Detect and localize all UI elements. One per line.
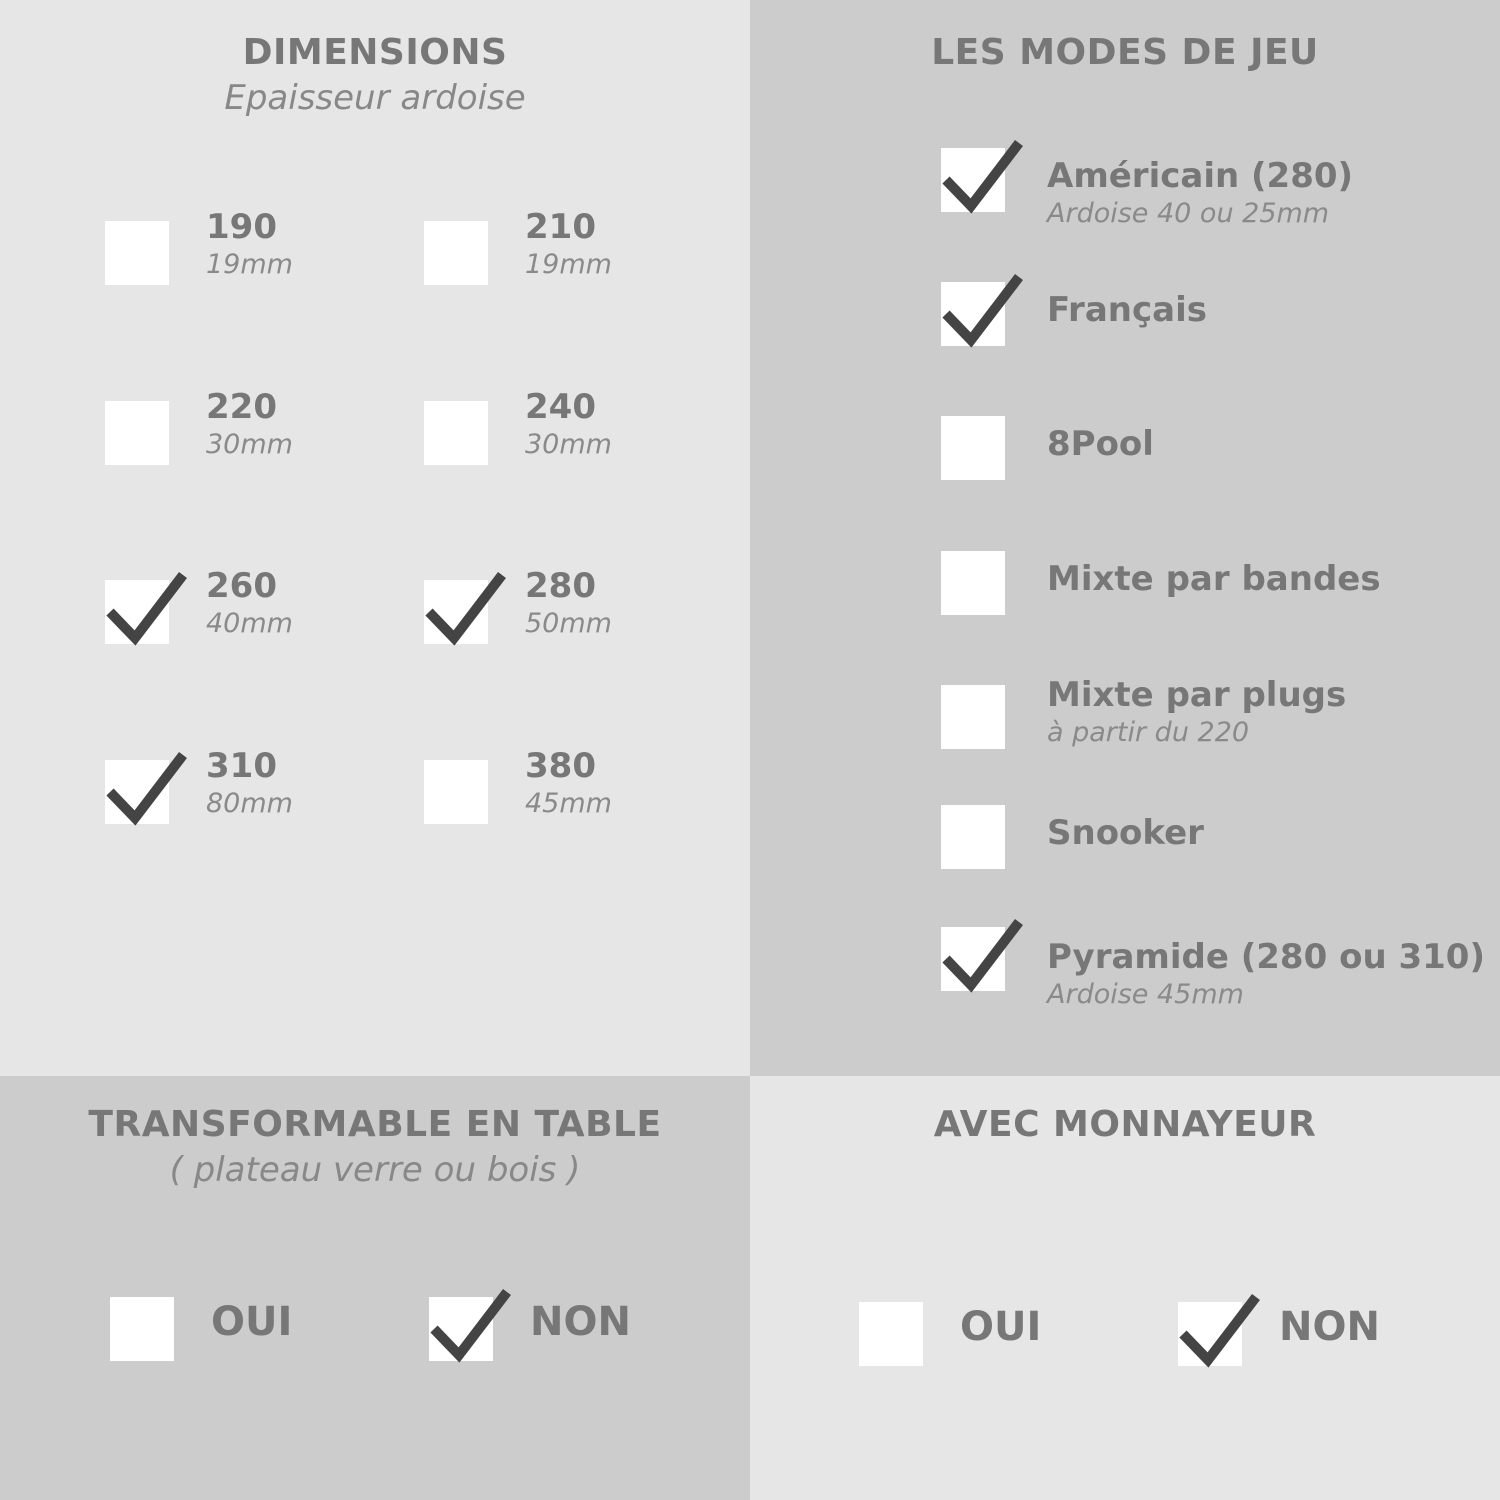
option-label: 280 [525, 566, 596, 606]
transformable-panel [0, 1076, 750, 1500]
option-sublabel: 19mm [525, 249, 612, 280]
checkmark-icon [105, 746, 189, 830]
checkbox[interactable] [105, 401, 169, 465]
option-sublabel: 80mm [206, 788, 293, 819]
modes-panel [750, 0, 1500, 1076]
option-label: 260 [206, 566, 277, 606]
option-label: Américain (280) [1047, 156, 1354, 196]
option-sublabel: 30mm [206, 429, 293, 460]
checkmark-icon [941, 134, 1025, 218]
option-label: Français [1047, 290, 1207, 330]
checkmark-icon [1178, 1288, 1262, 1372]
option-label: Mixte par bandes [1047, 559, 1381, 599]
option-sublabel: 19mm [206, 249, 293, 280]
option-sublabel: 45mm [525, 788, 612, 819]
option-sublabel: 50mm [525, 608, 612, 639]
dimensions-subtitle: Epaisseur ardoise [224, 78, 526, 118]
option-label: 380 [525, 746, 596, 786]
option-label: 8Pool [1047, 424, 1154, 464]
transformable-title: TRANSFORMABLE EN TABLE [88, 1104, 662, 1145]
modes-title: LES MODES DE JEU [931, 32, 1319, 73]
option-sublabel: Ardoise 40 ou 25mm [1047, 198, 1330, 229]
dimensions-panel [0, 0, 750, 1076]
option-label: 310 [206, 746, 277, 786]
checkbox[interactable] [424, 221, 488, 285]
checkbox[interactable] [424, 760, 488, 824]
option-label: OUI [960, 1304, 1042, 1350]
option-label: 190 [206, 207, 277, 247]
option-label: 220 [206, 387, 277, 427]
option-sublabel: 30mm [525, 429, 612, 460]
checkbox[interactable] [941, 416, 1005, 480]
checkbox[interactable] [941, 805, 1005, 869]
checkbox[interactable] [941, 685, 1005, 749]
checkbox[interactable] [110, 1297, 174, 1361]
option-label: OUI [211, 1299, 293, 1345]
checkmark-icon [941, 913, 1025, 997]
option-label: 240 [525, 387, 596, 427]
checkmark-icon [424, 566, 508, 650]
checkmark-icon [941, 268, 1025, 352]
option-sublabel: à partir du 220 [1047, 717, 1250, 748]
option-label: 210 [525, 207, 596, 247]
option-label: Snooker [1047, 813, 1204, 853]
option-sublabel: Ardoise 45mm [1047, 979, 1244, 1010]
transformable-subtitle: ( plateau verre ou bois ) [169, 1150, 581, 1190]
option-label: Mixte par plugs [1047, 675, 1347, 715]
option-sublabel: 40mm [206, 608, 293, 639]
monnayeur-title: AVEC MONNAYEUR [933, 1104, 1317, 1145]
monnayeur-panel [750, 1076, 1500, 1500]
dimensions-title: DIMENSIONS [242, 32, 508, 73]
checkbox[interactable] [941, 551, 1005, 615]
option-label: Pyramide (280 ou 310) [1047, 937, 1485, 977]
checkbox[interactable] [859, 1302, 923, 1366]
checkbox[interactable] [424, 401, 488, 465]
checkmark-icon [429, 1283, 513, 1367]
option-label: NON [530, 1299, 631, 1345]
option-label: NON [1279, 1304, 1380, 1350]
checkbox[interactable] [105, 221, 169, 285]
checkmark-icon [105, 566, 189, 650]
